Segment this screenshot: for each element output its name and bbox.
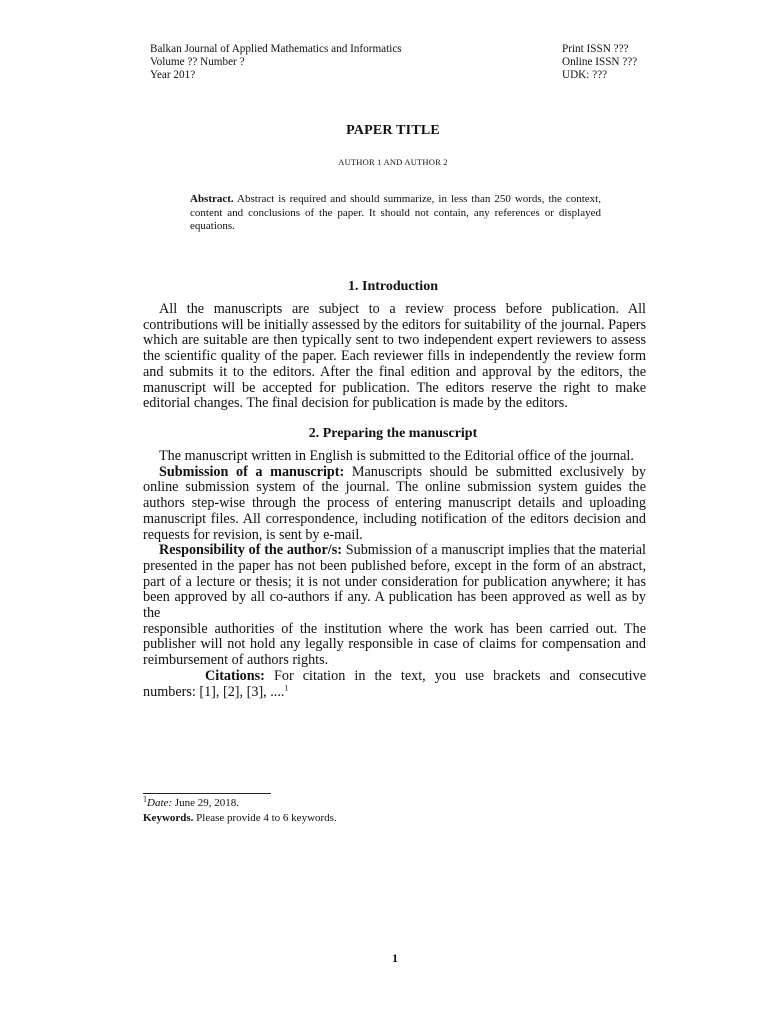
header-right [562, 43, 637, 82]
abstract [190, 193, 601, 234]
submission-text: Manuscripts should be submitted exclusively by online submission system of the journal. The online submission system guides the authors step-wise through the process of entering manuscript details and uploading manuscript files. All correspondence, including notification of the editors decision and requests for revision, is sent by e-mail. [143, 463, 646, 543]
footnote-keywords [143, 812, 337, 825]
footnote-date-value: June 29, 2018. [172, 797, 239, 809]
preparing-intro: The manuscript written in English is submitted to the Editorial office of the journal. [159, 448, 634, 464]
header-left [150, 43, 402, 82]
footnote-marker: 1 [143, 794, 147, 804]
journal-volume: Volume ?? Number ? [150, 56, 245, 68]
keywords-label: Keywords. [143, 812, 194, 824]
journal-year: Year 201? [150, 69, 196, 81]
responsibility-continuation: responsible authorities of the institution where the work has been carried out. The publisher will not hold any legally responsible in case of claims for compensation and reimbursement of authors rights. [143, 620, 646, 669]
udk: UDK: ??? [562, 69, 608, 81]
print-issn: Print ISSN ??? [562, 43, 629, 55]
citations-label: Citations: [205, 667, 265, 684]
citations-text: For citation in the text, you use brackets and consecutive numbers: [1], [2], [3], .... [143, 667, 646, 700]
submission-paragraph [143, 465, 646, 544]
paper-title: PAPER TITLE [346, 123, 440, 138]
online-issn: Online ISSN ??? [562, 56, 638, 68]
introduction-paragraph: All the manuscripts are subject to a review process before publication. All contributions will be initially assessed by the editors for suitability of the journal. Papers which are suitable are then typically sent to two independent expert reviewers to assess the scientific quality of the paper. Each reviewer fills in independently the review form and submits it to the editors. After the final edition and approval by the editors, the manuscript will be accepted for publication. The editors reserve the right to make editorial changes. The final decision for publication is made by the editors. [143, 301, 646, 412]
abstract-text: Abstract is required and should summarize, in less than 250 words, the context, content and conclusions of the paper. It should not contain, any references or displayed equations. [190, 193, 601, 232]
footnote-date-label: Date: [147, 797, 173, 809]
keywords-text: Please provide 4 to 6 keywords. [193, 812, 337, 824]
journal-name: Balkan Journal of Applied Mathematics and Informatics [150, 43, 402, 55]
footnote-date [143, 794, 239, 810]
footnote-divider [143, 793, 271, 794]
footnote-reference[interactable]: 1 [284, 682, 289, 692]
section-heading-introduction: 1. Introduction [348, 279, 438, 294]
paper-authors: AUTHOR 1 AND AUTHOR 2 [338, 157, 448, 167]
responsibility-label: Responsibility of the author/s: [159, 542, 342, 559]
responsibility-text: Submission of a manuscript implies that the material presented in the paper has not been published before, except in the form of an abstract, part of a lecture or thesis; it is not under consideration for publication anywhere; it has been approved by all co-authors if any. A publication has been approved as well as by the [143, 542, 646, 622]
citations-paragraph [143, 669, 646, 700]
responsibility-paragraph [143, 543, 646, 622]
submission-label: Submission of a manuscript: [159, 463, 345, 480]
introduction-body [143, 302, 646, 412]
section-heading-preparing: 2. Preparing the manuscript [308, 426, 478, 441]
page-number: 1 [392, 951, 398, 965]
preparing-body [143, 449, 646, 700]
abstract-label: Abstract. [190, 193, 234, 205]
